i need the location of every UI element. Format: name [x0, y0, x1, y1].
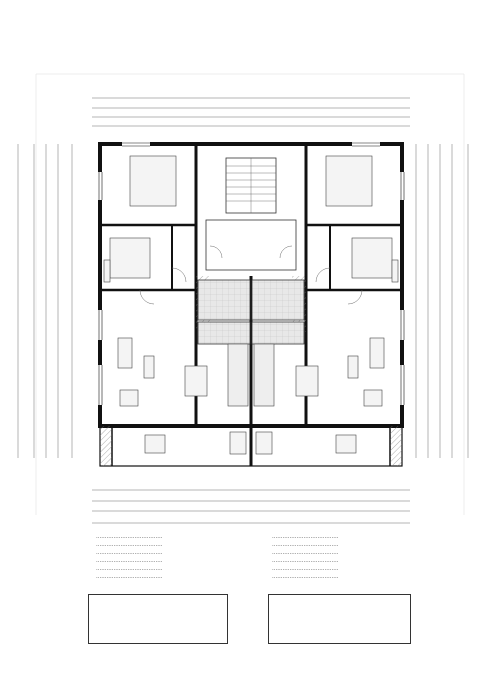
legend-row — [86, 557, 236, 565]
legend-apartment-1 — [86, 533, 236, 582]
legend-num — [86, 573, 96, 581]
leader-dots: ...................................... — [96, 549, 163, 557]
floor-plan-svg — [0, 60, 500, 530]
legend-row — [262, 565, 417, 573]
apartment-1-summary — [88, 594, 228, 644]
legend-row — [262, 557, 417, 565]
bottom-dimension-lines — [92, 490, 410, 523]
legend-row — [86, 565, 236, 573]
legend-num — [86, 565, 96, 573]
legend-row — [262, 533, 417, 541]
legend-num — [262, 533, 272, 541]
leader-dots: ...................................... — [96, 565, 163, 573]
leader-dots: ...................................... — [272, 541, 339, 549]
leader-dots: ...................................... — [272, 565, 339, 573]
legend-row — [262, 549, 417, 557]
legend-num — [262, 573, 272, 581]
leader-dots: ...................................... — [272, 533, 339, 540]
leader-dots: ...................................... — [96, 557, 163, 565]
leader-dots: ...................................... — [272, 573, 339, 581]
legend-num — [262, 549, 272, 557]
legend-num — [262, 541, 272, 549]
leader-dots: ...................................... — [96, 533, 163, 540]
legend-row — [86, 541, 236, 549]
legend-num — [86, 557, 96, 565]
leader-dots: ...................................... — [96, 541, 163, 549]
legend-apartment-2 — [262, 533, 417, 582]
legend-num — [86, 533, 96, 541]
legend-row — [86, 549, 236, 557]
leader-dots: ...................................... — [272, 557, 339, 565]
leader-dots: ...................................... — [96, 573, 163, 581]
legend-row — [262, 573, 417, 581]
legend-row — [86, 573, 236, 581]
floor-plan-drawing — [0, 60, 500, 530]
top-dimension-lines — [92, 98, 410, 126]
apartment-2-summary — [268, 594, 411, 644]
stair-treads — [226, 158, 276, 213]
building — [99, 143, 404, 466]
legend-num — [262, 565, 272, 573]
legend-num — [86, 549, 96, 557]
legend-row — [86, 533, 236, 541]
leader-dots: ...................................... — [272, 549, 339, 557]
legend-num — [262, 557, 272, 565]
legend-num — [86, 541, 96, 549]
legend-row — [262, 541, 417, 549]
